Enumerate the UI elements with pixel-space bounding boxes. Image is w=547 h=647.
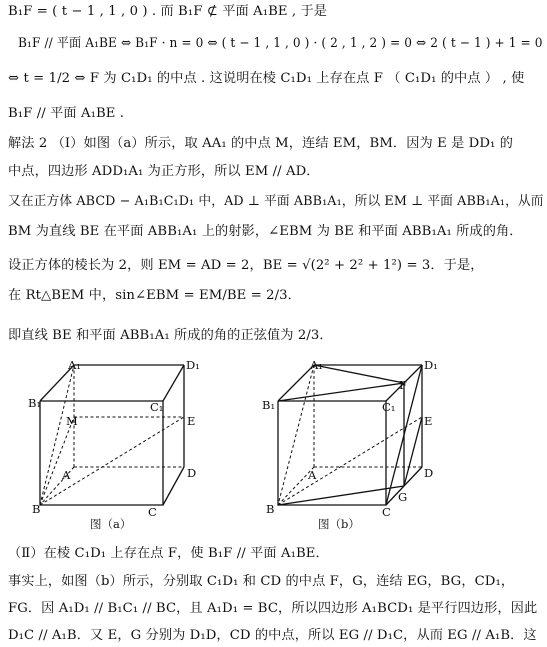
label-b-G: G [398, 490, 408, 504]
label-b-B: B [266, 502, 275, 516]
label-b-B1: B₁ [262, 398, 276, 412]
figure-a-caption: 图（a） [90, 517, 132, 531]
text-line-1: B₁F = ( t − 1 , 1 , 0 ) . 而 B₁F ⊄ 平面 A₁BE , 于是 [8, 4, 328, 19]
label-b-C: C [382, 505, 391, 519]
figure-b-caption: 图（b） [318, 517, 360, 531]
text-line-9: 设正方体的棱长为 2，则 EM = AD = 2，BE = √(2² + 2² + 1²) = 3．于是， [8, 258, 484, 273]
text-line-3: ⇔ t = 1/2 ⇔ F 为 C₁D₁ 的中点 . 这说明在棱 C₁D₁ 上存在点 F （ C₁D₁ 的中点 ） , 使 [8, 71, 525, 86]
label-b-D: D [424, 466, 434, 480]
label-a-C: C [148, 505, 157, 519]
label-a-B1: B₁ [28, 396, 42, 410]
text-line-14: FG．因 A₁D₁ // B₁C₁ // BC，且 A₁D₁ = BC，所以四边形 A₁BCD₁ 是平行四边形，因此 [8, 601, 538, 616]
label-a-C1: C₁ [150, 400, 164, 414]
text-line-15: D₁C // A₁B．又 E，G 分别为 D₁D，CD 的中点，所以 EG // D₁C，从而 EG // A₁B．这 [8, 628, 537, 643]
label-a-A1: A₁ [68, 358, 81, 372]
label-b-C1: C₁ [382, 400, 396, 414]
label-b-A1: A₁ [310, 358, 323, 372]
text-line-8: BM 为直线 BE 在平面 ABB₁A₁ 上的射影，∠EBM 为 BE 和平面 ABB₁A₁ 所成的角． [8, 224, 523, 239]
label-a-B: B [32, 502, 41, 516]
label-b-D1: D₁ [424, 358, 438, 372]
label-a-D1: D₁ [186, 358, 200, 372]
figure-b-cube [262, 355, 462, 520]
text-line-11: 即直线 BE 和平面 ABB₁A₁ 所成的角的正弦值为 2/3． [8, 328, 333, 343]
figure-a-cube [20, 355, 220, 520]
text-line-5: 解法 2 （Ⅰ）如图（a）所示，取 AA₁ 的中点 M，连结 EM，BM．因为 E 是 DD₁ 的 [8, 136, 513, 151]
label-a-A: A [62, 468, 71, 482]
text-line-6: 中点，四边形 ADD₁A₁ 为正方形，所以 EM // AD． [8, 164, 320, 179]
label-b-F: F [399, 378, 407, 392]
text-line-13: 事实上，如图（b）所示，分别取 C₁D₁ 和 CD 的中点 F，G，连结 EG，BG，CD₁， [8, 574, 515, 589]
label-a-M: M [66, 414, 78, 428]
label-b-E: E [424, 414, 433, 428]
label-a-D: D [187, 466, 197, 480]
text-line-10: 在 Rt△BEM 中，sin∠EBM = EM/BE = 2/3． [8, 288, 301, 303]
label-b-A: A [308, 468, 317, 482]
text-line-12: （Ⅱ）在棱 C₁D₁ 上存在点 F，使 B₁F // 平面 A₁BE． [8, 546, 329, 561]
label-a-E: E [187, 414, 196, 428]
text-line-4: B₁F // 平面 A₁BE . [8, 106, 125, 121]
text-line-7: 又在正方体 ABCD − A₁B₁C₁D₁ 中，AD ⊥ 平面 ABB₁A₁，所以 EM ⊥ 平面 ABB₁A₁，从而 [8, 194, 544, 209]
text-line-2: B₁F // 平面 A₁BE ⇔ B₁F · n = 0 ⇔ ( t − 1 , 1 , 0 ) · ( 2 , 1 , 2 ) = 0 ⇔ 2 ( t − 1 ) + 1 = 0 [18, 36, 543, 51]
